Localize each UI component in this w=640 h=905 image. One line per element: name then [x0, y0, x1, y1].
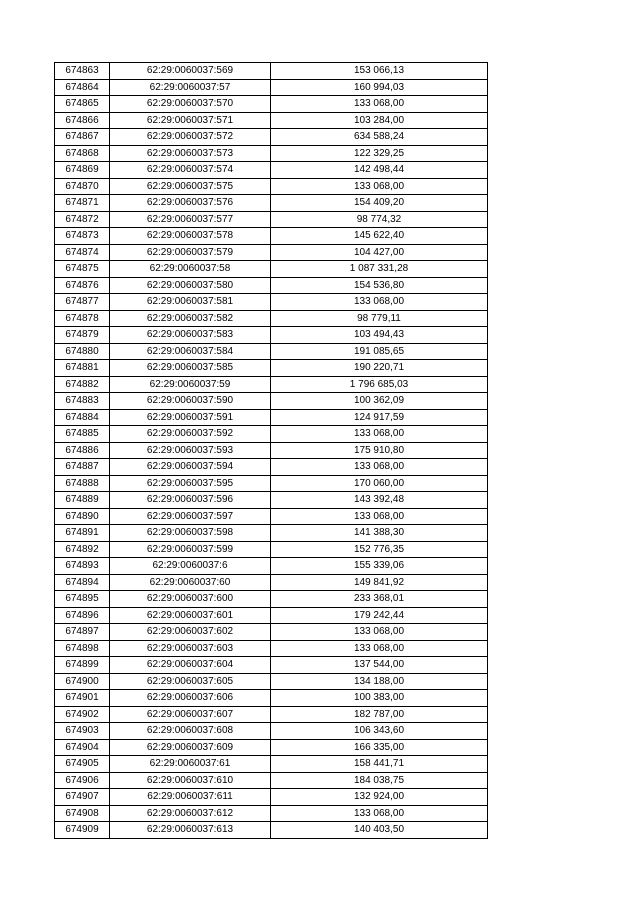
table-row [55, 789, 488, 806]
cadastral-value-cell: 158 441,71 [271, 756, 488, 773]
cadastral-number-cell: 62:29:0060037:576 [110, 195, 271, 212]
row-index-cell: 674894 [55, 574, 110, 591]
table-row [55, 145, 488, 162]
cadastral-number-cell: 62:29:0060037:59 [110, 376, 271, 393]
row-index-cell: 674875 [55, 261, 110, 278]
cadastral-number-cell: 62:29:0060037:606 [110, 690, 271, 707]
cadastral-number-cell: 62:29:0060037:571 [110, 112, 271, 129]
cadastral-value-cell: 191 085,65 [271, 343, 488, 360]
cadastral-value-cell: 190 220,71 [271, 360, 488, 377]
cadastral-number-cell: 62:29:0060037:610 [110, 772, 271, 789]
table-row [55, 112, 488, 129]
cadastral-value-cell: 133 068,00 [271, 294, 488, 311]
cadastral-number-cell: 62:29:0060037:601 [110, 607, 271, 624]
row-index-cell: 674882 [55, 376, 110, 393]
table-row [55, 822, 488, 839]
row-index-cell: 674863 [55, 63, 110, 80]
row-index-cell: 674908 [55, 805, 110, 822]
row-index-cell: 674892 [55, 541, 110, 558]
row-index-cell: 674902 [55, 706, 110, 723]
table-row [55, 706, 488, 723]
row-index-cell: 674904 [55, 739, 110, 756]
cadastral-number-cell: 62:29:0060037:573 [110, 145, 271, 162]
cadastral-number-cell: 62:29:0060037:581 [110, 294, 271, 311]
row-index-cell: 674872 [55, 211, 110, 228]
row-index-cell: 674878 [55, 310, 110, 327]
table-row [55, 591, 488, 608]
table-row [55, 178, 488, 195]
row-index-cell: 674864 [55, 79, 110, 96]
table-row [55, 805, 488, 822]
row-index-cell: 674909 [55, 822, 110, 839]
row-index-cell: 674898 [55, 640, 110, 657]
cadastral-value-cell: 154 409,20 [271, 195, 488, 212]
cadastral-value-cell: 634 588,24 [271, 129, 488, 146]
cadastral-number-cell: 62:29:0060037:593 [110, 442, 271, 459]
table-row [55, 376, 488, 393]
row-index-cell: 674876 [55, 277, 110, 294]
row-index-cell: 674888 [55, 475, 110, 492]
cadastral-value-cell: 133 068,00 [271, 426, 488, 443]
row-index-cell: 674907 [55, 789, 110, 806]
table-row [55, 574, 488, 591]
table-row [55, 459, 488, 476]
cadastral-value-cell: 1 796 685,03 [271, 376, 488, 393]
cadastral-value-cell: 149 841,92 [271, 574, 488, 591]
row-index-cell: 674895 [55, 591, 110, 608]
row-index-cell: 674880 [55, 343, 110, 360]
table-body [55, 63, 488, 839]
cadastral-value-cell: 124 917,59 [271, 409, 488, 426]
table-row [55, 228, 488, 245]
row-index-cell: 674874 [55, 244, 110, 261]
cadastral-number-cell: 62:29:0060037:584 [110, 343, 271, 360]
cadastral-value-cell: 98 779,11 [271, 310, 488, 327]
cadastral-value-cell: 100 383,00 [271, 690, 488, 707]
cadastral-number-cell: 62:29:0060037:572 [110, 129, 271, 146]
cadastral-number-cell: 62:29:0060037:603 [110, 640, 271, 657]
row-index-cell: 674871 [55, 195, 110, 212]
table-row [55, 195, 488, 212]
row-index-cell: 674906 [55, 772, 110, 789]
cadastral-number-cell: 62:29:0060037:611 [110, 789, 271, 806]
cadastral-number-cell: 62:29:0060037:570 [110, 96, 271, 113]
cadastral-value-cell: 143 392,48 [271, 492, 488, 509]
row-index-cell: 674891 [55, 525, 110, 542]
cadastral-number-cell: 62:29:0060037:575 [110, 178, 271, 195]
cadastral-value-cell: 142 498,44 [271, 162, 488, 179]
row-index-cell: 674890 [55, 508, 110, 525]
table-row [55, 409, 488, 426]
row-index-cell: 674897 [55, 624, 110, 641]
cadastral-number-cell: 62:29:0060037:596 [110, 492, 271, 509]
row-index-cell: 674879 [55, 327, 110, 344]
row-index-cell: 674887 [55, 459, 110, 476]
cadastral-number-cell: 62:29:0060037:591 [110, 409, 271, 426]
cadastral-number-cell: 62:29:0060037:58 [110, 261, 271, 278]
cadastral-number-cell: 62:29:0060037:61 [110, 756, 271, 773]
cadastral-value-cell: 133 068,00 [271, 96, 488, 113]
table-row [55, 673, 488, 690]
cadastral-value-cell: 182 787,00 [271, 706, 488, 723]
row-index-cell: 674899 [55, 657, 110, 674]
table-row [55, 640, 488, 657]
cadastral-value-cell: 133 068,00 [271, 624, 488, 641]
cadastral-number-cell: 62:29:0060037:612 [110, 805, 271, 822]
cadastral-value-cell: 103 284,00 [271, 112, 488, 129]
row-index-cell: 674877 [55, 294, 110, 311]
cadastral-value-cell: 154 536,80 [271, 277, 488, 294]
cadastral-number-cell: 62:29:0060037:569 [110, 63, 271, 80]
cadastral-value-cell: 98 774,32 [271, 211, 488, 228]
table-row [55, 294, 488, 311]
row-index-cell: 674905 [55, 756, 110, 773]
table-row [55, 690, 488, 707]
cadastral-value-cell: 170 060,00 [271, 475, 488, 492]
table-row [55, 360, 488, 377]
cadastral-number-cell: 62:29:0060037:579 [110, 244, 271, 261]
cadastral-number-cell: 62:29:0060037:598 [110, 525, 271, 542]
table-row [55, 756, 488, 773]
cadastral-value-cell: 141 388,30 [271, 525, 488, 542]
cadastral-number-cell: 62:29:0060037:594 [110, 459, 271, 476]
cadastral-value-cell: 133 068,00 [271, 805, 488, 822]
cadastral-value-cell: 145 622,40 [271, 228, 488, 245]
table-row [55, 657, 488, 674]
row-index-cell: 674893 [55, 558, 110, 575]
cadastral-number-cell: 62:29:0060037:605 [110, 673, 271, 690]
table-row [55, 475, 488, 492]
cadastral-value-cell: 153 066,13 [271, 63, 488, 80]
cadastral-value-cell: 140 403,50 [271, 822, 488, 839]
table-row [55, 310, 488, 327]
cadastral-number-cell: 62:29:0060037:577 [110, 211, 271, 228]
table-row [55, 79, 488, 96]
table-row [55, 492, 488, 509]
cadastral-value-cell: 152 776,35 [271, 541, 488, 558]
cadastral-number-cell: 62:29:0060037:613 [110, 822, 271, 839]
cadastral-number-cell: 62:29:0060037:60 [110, 574, 271, 591]
cadastral-value-cell: 104 427,00 [271, 244, 488, 261]
table-row [55, 442, 488, 459]
cadastral-number-cell: 62:29:0060037:574 [110, 162, 271, 179]
cadastral-number-cell: 62:29:0060037:578 [110, 228, 271, 245]
table-row [55, 343, 488, 360]
table-row [55, 327, 488, 344]
cadastral-value-table [54, 62, 488, 839]
cadastral-number-cell: 62:29:0060037:583 [110, 327, 271, 344]
cadastral-number-cell: 62:29:0060037:585 [110, 360, 271, 377]
table-row [55, 607, 488, 624]
cadastral-value-cell: 122 329,25 [271, 145, 488, 162]
table-row [55, 739, 488, 756]
cadastral-number-cell: 62:29:0060037:607 [110, 706, 271, 723]
cadastral-number-cell: 62:29:0060037:604 [110, 657, 271, 674]
row-index-cell: 674884 [55, 409, 110, 426]
row-index-cell: 674869 [55, 162, 110, 179]
cadastral-value-cell: 100 362,09 [271, 393, 488, 410]
cadastral-value-cell: 184 038,75 [271, 772, 488, 789]
table-row [55, 723, 488, 740]
cadastral-number-cell: 62:29:0060037:592 [110, 426, 271, 443]
cadastral-value-cell: 175 910,80 [271, 442, 488, 459]
cadastral-number-cell: 62:29:0060037:597 [110, 508, 271, 525]
table-row [55, 129, 488, 146]
table-row [55, 211, 488, 228]
table-row [55, 558, 488, 575]
table-row [55, 393, 488, 410]
cadastral-value-cell: 137 544,00 [271, 657, 488, 674]
table-row [55, 541, 488, 558]
cadastral-number-cell: 62:29:0060037:580 [110, 277, 271, 294]
row-index-cell: 674866 [55, 112, 110, 129]
row-index-cell: 674903 [55, 723, 110, 740]
row-index-cell: 674885 [55, 426, 110, 443]
row-index-cell: 674896 [55, 607, 110, 624]
table-row [55, 162, 488, 179]
cadastral-number-cell: 62:29:0060037:595 [110, 475, 271, 492]
cadastral-value-cell: 132 924,00 [271, 789, 488, 806]
table-row [55, 426, 488, 443]
cadastral-number-cell: 62:29:0060037:600 [110, 591, 271, 608]
table-row [55, 772, 488, 789]
cadastral-value-cell: 133 068,00 [271, 178, 488, 195]
cadastral-value-cell: 179 242,44 [271, 607, 488, 624]
cadastral-number-cell: 62:29:0060037:599 [110, 541, 271, 558]
cadastral-number-cell: 62:29:0060037:6 [110, 558, 271, 575]
row-index-cell: 674901 [55, 690, 110, 707]
row-index-cell: 674870 [55, 178, 110, 195]
row-index-cell: 674889 [55, 492, 110, 509]
cadastral-value-cell: 155 339,06 [271, 558, 488, 575]
cadastral-value-cell: 134 188,00 [271, 673, 488, 690]
cadastral-number-cell: 62:29:0060037:608 [110, 723, 271, 740]
row-index-cell: 674900 [55, 673, 110, 690]
row-index-cell: 674867 [55, 129, 110, 146]
cadastral-number-cell: 62:29:0060037:602 [110, 624, 271, 641]
cadastral-number-cell: 62:29:0060037:609 [110, 739, 271, 756]
table-row [55, 244, 488, 261]
cadastral-value-cell: 1 087 331,28 [271, 261, 488, 278]
cadastral-number-cell: 62:29:0060037:590 [110, 393, 271, 410]
table-row [55, 277, 488, 294]
cadastral-value-cell: 160 994,03 [271, 79, 488, 96]
table-row [55, 508, 488, 525]
cadastral-value-cell: 103 494,43 [271, 327, 488, 344]
row-index-cell: 674886 [55, 442, 110, 459]
cadastral-value-cell: 233 368,01 [271, 591, 488, 608]
cadastral-value-cell: 133 068,00 [271, 640, 488, 657]
table-row [55, 96, 488, 113]
cadastral-number-cell: 62:29:0060037:582 [110, 310, 271, 327]
row-index-cell: 674883 [55, 393, 110, 410]
row-index-cell: 674868 [55, 145, 110, 162]
table-row [55, 525, 488, 542]
row-index-cell: 674873 [55, 228, 110, 245]
table-row [55, 624, 488, 641]
cadastral-number-cell: 62:29:0060037:57 [110, 79, 271, 96]
table-row [55, 63, 488, 80]
cadastral-value-cell: 133 068,00 [271, 508, 488, 525]
row-index-cell: 674881 [55, 360, 110, 377]
row-index-cell: 674865 [55, 96, 110, 113]
table-row [55, 261, 488, 278]
cadastral-value-cell: 166 335,00 [271, 739, 488, 756]
cadastral-value-cell: 106 343,60 [271, 723, 488, 740]
cadastral-value-cell: 133 068,00 [271, 459, 488, 476]
